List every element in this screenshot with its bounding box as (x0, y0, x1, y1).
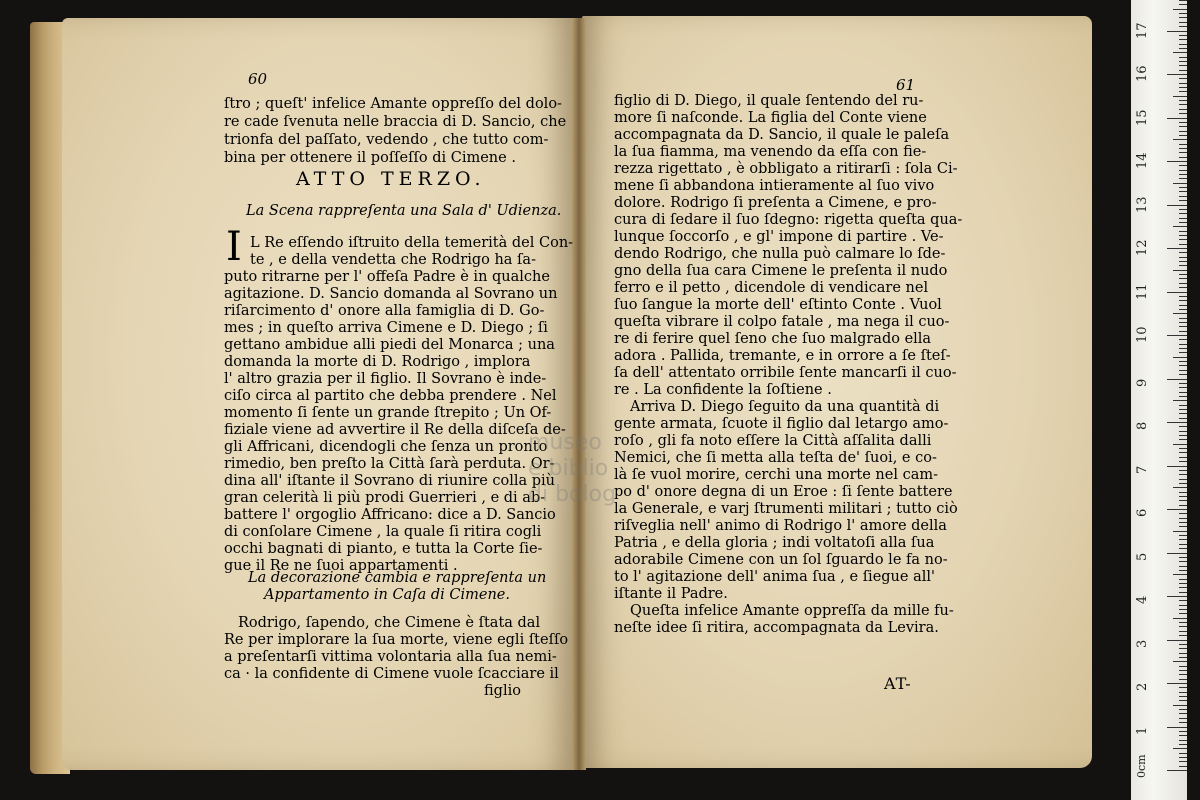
ruler-tick (1173, 139, 1187, 140)
ruler-tick (1179, 566, 1187, 567)
text-line: mes ; in queſto arriva Cimene e D. Diego ; ſi (224, 320, 548, 336)
ruler-tick (1173, 96, 1187, 97)
ruler-tick (1179, 39, 1187, 40)
text-line: a preſentarſi vittima volontaria alla ſua nemi- (224, 649, 557, 665)
ruler-number: 15 (1135, 108, 1150, 126)
text-line: dina all' iſtante il Sovrano di riunire colla più (224, 473, 556, 489)
ruler-tick (1179, 457, 1187, 458)
text-line: ciſo circa al partito che debba prendere . Nel (224, 388, 557, 404)
ruler-tick (1179, 561, 1187, 562)
ruler-tick (1179, 13, 1187, 14)
ruler-tick (1179, 731, 1187, 732)
ruler-tick (1179, 592, 1187, 593)
ruler-tick (1179, 439, 1187, 440)
ruler-tick (1179, 144, 1187, 145)
ruler-tick (1173, 400, 1187, 401)
ruler-tick (1167, 31, 1187, 32)
ruler-tick (1167, 74, 1187, 75)
ruler-tick (1179, 557, 1187, 558)
ruler-tick (1179, 522, 1187, 523)
ruler-tick (1179, 392, 1187, 393)
ruler-tick (1179, 670, 1187, 671)
ruler-tick (1179, 218, 1187, 219)
ruler-tick (1179, 296, 1187, 297)
ruler-tick (1179, 361, 1187, 362)
text-line: puto ritrarne per l' offeſa Padre è in qualche (224, 269, 550, 285)
ruler-tick (1179, 339, 1187, 340)
text-line: iſtante il Padre. (614, 586, 728, 602)
ruler-tick (1179, 587, 1187, 588)
ruler-tick (1179, 213, 1187, 214)
text-line: te , e della vendetta che Rodrigo ha ſa- (250, 252, 536, 268)
ruler-tick (1179, 244, 1187, 245)
ruler-tick (1179, 539, 1187, 540)
ruler-tick (1179, 600, 1187, 601)
scene-change-heading: La decorazione cambia e rappreſenta un (248, 570, 547, 586)
ruler-tick (1179, 700, 1187, 701)
ruler-tick (1179, 174, 1187, 175)
ruler-tick (1179, 666, 1187, 667)
ruler-number: 16 (1135, 65, 1150, 82)
ruler-tick (1179, 370, 1187, 371)
ruler-number: 2 (1135, 682, 1150, 691)
ruler-tick (1179, 383, 1187, 384)
ruler-tick (1179, 235, 1187, 236)
text-line: gue il Re ne ſuoi appartamenti . (224, 558, 458, 574)
ruler-tick (1173, 444, 1187, 445)
act-title: ATTO TERZO. (296, 168, 486, 190)
ruler-unit-label: 0cm (1135, 754, 1148, 778)
ruler-tick (1179, 91, 1187, 92)
ruler-tick (1179, 579, 1187, 580)
ruler-tick (1179, 387, 1187, 388)
ruler-tick (1179, 148, 1187, 149)
ruler-tick (1179, 709, 1187, 710)
ruler-number: 13 (1135, 195, 1150, 213)
ruler-tick (1179, 109, 1187, 110)
ruler-tick (1179, 548, 1187, 549)
text-line: adorabile Cimene con un ſol ſguardo le fa no- (614, 552, 948, 568)
ruler-tick (1179, 365, 1187, 366)
text-line: roſo , gli fa noto eſſere la Città aſſalita dalli (614, 433, 932, 449)
text-line: bina per ottenere il poſſeſſo di Cimene . (224, 150, 516, 166)
text-line: gettano ambidue alli piedi del Monarca ; una (224, 337, 555, 353)
text-line: ſa dell' attentato orribile ſente mancarſi il cuo- (614, 365, 957, 381)
ruler-tick (1179, 626, 1187, 627)
ruler-tick (1173, 226, 1187, 227)
ruler-tick (1173, 183, 1187, 184)
text-line: cura di ſedare il ſuo ſdegno: rigetta queſta qua- (614, 212, 963, 228)
text-line: gran celerità li più prodi Guerrieri , e di ab- (224, 490, 546, 506)
ruler-tick (1179, 178, 1187, 179)
text-line: re . La confidente la ſoſtiene . (614, 382, 832, 398)
text-line: re cade ſvenuta nelle braccia di D. Sancio, che (224, 114, 567, 130)
ruler-tick (1179, 352, 1187, 353)
ruler-tick (1179, 535, 1187, 536)
measurement-ruler (1131, 0, 1187, 800)
ruler-tick (1167, 770, 1187, 771)
ruler-tick (1179, 735, 1187, 736)
text-line: gno della ſua cara Cimene le preſenta il nudo (614, 263, 948, 279)
ruler-tick (1179, 83, 1187, 84)
watermark-line: museo (528, 430, 602, 455)
ruler-tick (1179, 57, 1187, 58)
ruler-tick (1173, 357, 1187, 358)
ruler-number: 4 (1135, 595, 1150, 604)
ruler-tick (1179, 418, 1187, 419)
ruler-tick (1179, 413, 1187, 414)
ruler-tick (1179, 635, 1187, 636)
ruler-tick (1179, 505, 1187, 506)
ruler-tick (1179, 274, 1187, 275)
ruler-number: 7 (1135, 465, 1150, 474)
ruler-tick (1179, 348, 1187, 349)
ruler-tick (1179, 48, 1187, 49)
ruler-tick (1167, 205, 1187, 206)
ruler-tick (1179, 648, 1187, 649)
text-line: di conſolare Cimene , la quale ſi ritira cogli (224, 524, 542, 540)
ruler-tick (1179, 78, 1187, 79)
ruler-tick (1179, 722, 1187, 723)
ruler-tick (1167, 379, 1187, 380)
ruler-tick (1179, 474, 1187, 475)
ruler-tick (1167, 509, 1187, 510)
ruler-number: 11 (1135, 282, 1150, 300)
text-line: fiziale viene ad avvertire il Re della diſceſa de- (224, 422, 566, 438)
ruler-tick (1167, 596, 1187, 597)
ruler-tick (1167, 683, 1187, 684)
ruler-tick (1179, 257, 1187, 258)
ruler-number: 5 (1135, 552, 1150, 561)
right-page-number: 61 (896, 76, 916, 94)
ruler-tick (1179, 17, 1187, 18)
ruler-tick (1173, 531, 1187, 532)
ruler-tick (1173, 9, 1187, 10)
ruler-tick (1179, 283, 1187, 284)
text-line: Queſta infelice Amante oppreſſa da mille fu- (630, 603, 954, 619)
ruler-tick (1179, 687, 1187, 688)
ruler-tick (1179, 757, 1187, 758)
ruler-tick (1179, 766, 1187, 767)
ruler-tick (1179, 100, 1187, 101)
ruler-tick (1179, 65, 1187, 66)
ruler-tick (1179, 261, 1187, 262)
ruler-tick (1179, 135, 1187, 136)
ruler-tick (1179, 409, 1187, 410)
ruler-tick (1179, 300, 1187, 301)
book-gutter (572, 18, 586, 770)
watermark-line: e biblio (528, 456, 609, 481)
ruler-tick (1179, 605, 1187, 606)
text-line: accompagnata da D. Sancio, il quale le paleſa (614, 127, 950, 143)
ruler-tick (1179, 187, 1187, 188)
ruler-tick (1179, 713, 1187, 714)
ruler-number: 14 (1135, 152, 1150, 169)
ruler-number: 8 (1135, 421, 1150, 430)
ruler-number: 1 (1135, 726, 1150, 735)
text-line: trionfa del paſſato, vedendo , che tutto com- (224, 132, 549, 148)
text-line: dendo Rodrigo, che nulla può calmare lo ſde- (614, 246, 946, 262)
ruler-tick (1179, 200, 1187, 201)
text-line: battere l' orgoglio Affricano: dice a D. Sancio (224, 507, 556, 523)
ruler-tick (1173, 661, 1187, 662)
text-line: momento ſi ſente un grande ſtrepito ; Un Of- (224, 405, 552, 421)
ruler-tick (1173, 705, 1187, 706)
text-line: là ſe vuol morire, cerchi una morte nel cam- (614, 467, 939, 483)
ruler-tick (1173, 574, 1187, 575)
text-line: adora . Pallida, tremante, e in orrore a ſe ſteſ- (614, 348, 951, 364)
text-line: Arriva D. Diego ſeguito da una quantità di (630, 399, 940, 415)
text-line: riſveglia nell' animo di Rodrigo l' amore della (614, 518, 947, 534)
ruler-tick (1179, 157, 1187, 158)
ruler-tick (1179, 448, 1187, 449)
ruler-tick (1179, 405, 1187, 406)
text-line: neſte idee ſi ritira, accompagnata da Levira. (614, 620, 939, 636)
drop-cap: I (226, 224, 242, 270)
ruler-tick (1179, 653, 1187, 654)
ruler-tick (1179, 87, 1187, 88)
ruler-tick (1179, 239, 1187, 240)
ruler-tick (1179, 613, 1187, 614)
watermark (528, 430, 616, 508)
ruler-number: 10 (1135, 326, 1150, 343)
ruler-tick (1179, 609, 1187, 610)
ruler-tick (1179, 196, 1187, 197)
ruler-tick (1179, 644, 1187, 645)
ruler-tick (1167, 118, 1187, 119)
ruler-tick (1179, 753, 1187, 754)
text-line: re di ferire quel ſeno che ſuo malgrado ella (614, 331, 932, 347)
ruler-tick (1179, 126, 1187, 127)
text-line: rimedio, ben preſto la Città ſarà perduta. Or- (224, 456, 555, 472)
ruler-tick (1179, 191, 1187, 192)
ruler-tick (1179, 657, 1187, 658)
ruler-tick (1179, 344, 1187, 345)
scene-heading: La Scena rappreſenta una Sala d' Udienza. (246, 203, 562, 219)
ruler-tick (1179, 309, 1187, 310)
text-line: gli Affricani, dicendogli che ſenza un pronto (224, 439, 548, 455)
ruler-tick (1179, 518, 1187, 519)
ruler-tick (1179, 679, 1187, 680)
ruler-tick (1167, 640, 1187, 641)
ruler-tick (1179, 35, 1187, 36)
text-line: po d' onore degna di un Eroe : ſi ſente battere (614, 484, 953, 500)
ruler-tick (1179, 744, 1187, 745)
ruler-tick (1179, 61, 1187, 62)
ruler-tick (1179, 740, 1187, 741)
text-line: figlio di D. Diego, il quale ſentendo del ru- (614, 93, 924, 109)
ruler-tick (1179, 252, 1187, 253)
ruler-tick (1179, 674, 1187, 675)
ruler-tick (1179, 113, 1187, 114)
text-line: mene ſi abbandona intieramente al ſuo vivo (614, 178, 935, 194)
ruler-tick (1173, 52, 1187, 53)
text-line: more ſi naſconde. La figlia del Conte viene (614, 110, 927, 126)
text-line: L Re eſſendo iſtruito della temerità del Con- (250, 235, 574, 251)
ruler-tick (1179, 265, 1187, 266)
ruler-tick (1179, 165, 1187, 166)
text-line: queſta vibrare il colpo fatale , ma nega il cuo- (614, 314, 950, 330)
text-line: Nemici, che ſi metta alla teſta de' ſuoi, e co- (614, 450, 937, 466)
ruler-tick (1179, 435, 1187, 436)
text-line: ſuo ſangue la morte dell' eſtinto Conte . Vuol (614, 297, 942, 313)
ruler-tick (1179, 426, 1187, 427)
ruler-tick (1179, 492, 1187, 493)
text-line: Patria , e della gloria ; indi voltatoſi alla ſua (614, 535, 935, 551)
text-line: ca · la confidente di Cimene vuole ſcacciare il (224, 666, 559, 682)
ruler-tick (1179, 0, 1187, 1)
text-line: to l' agitazione dell' anima ſua , e ſiegue all' (614, 569, 935, 585)
ruler-tick (1167, 248, 1187, 249)
ruler-tick (1173, 313, 1187, 314)
ruler-tick (1179, 222, 1187, 223)
ruler-tick (1179, 287, 1187, 288)
ruler-tick (1179, 544, 1187, 545)
ruler-tick (1179, 152, 1187, 153)
ruler-tick (1179, 231, 1187, 232)
text-line: Rodrigo, ſapendo, che Cimene è ſtata dal (238, 615, 541, 631)
ruler-tick (1173, 270, 1187, 271)
ruler-number: 9 (1135, 378, 1150, 387)
ruler-tick (1179, 374, 1187, 375)
text-line: l' altro grazia per il figlio. Il Sovrano è inde- (224, 371, 547, 387)
ruler-tick (1167, 466, 1187, 467)
ruler-number: 6 (1135, 508, 1150, 517)
ruler-tick (1179, 44, 1187, 45)
text-line: la Generale, e varj ſtrumenti militari ; tutto ciò (614, 501, 958, 517)
ruler-tick (1179, 131, 1187, 132)
ruler-tick (1179, 761, 1187, 762)
ruler-tick (1173, 748, 1187, 749)
ruler-tick (1179, 104, 1187, 105)
ruler-tick (1179, 305, 1187, 306)
ruler-tick (1179, 170, 1187, 171)
ruler-tick (1179, 496, 1187, 497)
text-line: rezza rigettato , è obbligato a ritirarſi : ſola Ci- (614, 161, 958, 177)
ruler-tick (1179, 692, 1187, 693)
ruler-tick (1179, 483, 1187, 484)
text-line: ſtro ; queſt' infelice Amante oppreſſo del dolo- (224, 96, 562, 112)
ruler-number: 3 (1135, 639, 1150, 648)
ruler-tick (1179, 479, 1187, 480)
ruler-tick (1179, 278, 1187, 279)
ruler-tick (1167, 553, 1187, 554)
catchword: AT- (884, 674, 912, 693)
catchword: figlio (484, 683, 521, 699)
text-line: ferro e il petto , dicendole di vendicare nel (614, 280, 929, 296)
ruler-tick (1173, 618, 1187, 619)
ruler-tick (1179, 70, 1187, 71)
ruler-tick (1167, 335, 1187, 336)
text-line: dolore. Rodrigo ſi preſenta a Cimene, e pro- (614, 195, 937, 211)
ruler-tick (1173, 487, 1187, 488)
ruler-tick (1179, 431, 1187, 432)
text-line: agitazione. D. Sancio domanda al Sovrano un (224, 286, 558, 302)
ruler-tick (1167, 161, 1187, 162)
ruler-number: 12 (1135, 239, 1150, 256)
ruler-tick (1179, 396, 1187, 397)
ruler-tick (1179, 718, 1187, 719)
text-line: lunque ſoccorſo , e gl' impone di partire . Ve- (614, 229, 944, 245)
ruler-tick (1167, 422, 1187, 423)
ruler-tick (1179, 22, 1187, 23)
text-line: occhi bagnati di pianto, e tutta la Corte ſie- (224, 541, 543, 557)
ruler-tick (1179, 326, 1187, 327)
text-line: domanda la morte di D. Rodrigo , implora (224, 354, 531, 370)
ruler-tick (1179, 513, 1187, 514)
ruler-tick (1179, 122, 1187, 123)
ruler-tick (1167, 292, 1187, 293)
watermark-line: di bolog (528, 482, 617, 507)
ruler-tick (1179, 622, 1187, 623)
ruler-tick (1179, 461, 1187, 462)
text-line: Re per implorare la ſua morte, viene egli ſteſſo (224, 632, 569, 648)
ruler-tick (1179, 452, 1187, 453)
ruler-number: 17 (1135, 21, 1150, 39)
ruler-tick (1179, 322, 1187, 323)
ruler-tick (1179, 4, 1187, 5)
ruler-tick (1179, 209, 1187, 210)
ruler-tick (1167, 727, 1187, 728)
ruler-tick (1179, 583, 1187, 584)
text-line: riſarcimento d' onore alla famiglia di D. Go- (224, 303, 545, 319)
ruler-tick (1179, 570, 1187, 571)
left-page-number: 60 (248, 70, 268, 88)
ruler-tick (1179, 631, 1187, 632)
ruler-tick (1179, 331, 1187, 332)
ruler-tick (1179, 26, 1187, 27)
text-line: gente armata, ſcuote il figlio dal letargo amo- (614, 416, 949, 432)
ruler-tick (1179, 696, 1187, 697)
ruler-tick (1179, 318, 1187, 319)
ruler-tick (1179, 470, 1187, 471)
text-line: la ſua fiamma, ma venendo da eſſa con fie- (614, 144, 927, 160)
ruler-tick (1179, 526, 1187, 527)
scene-change-heading: Appartamento in Caſa di Cimene. (264, 587, 510, 603)
ruler-tick (1179, 500, 1187, 501)
